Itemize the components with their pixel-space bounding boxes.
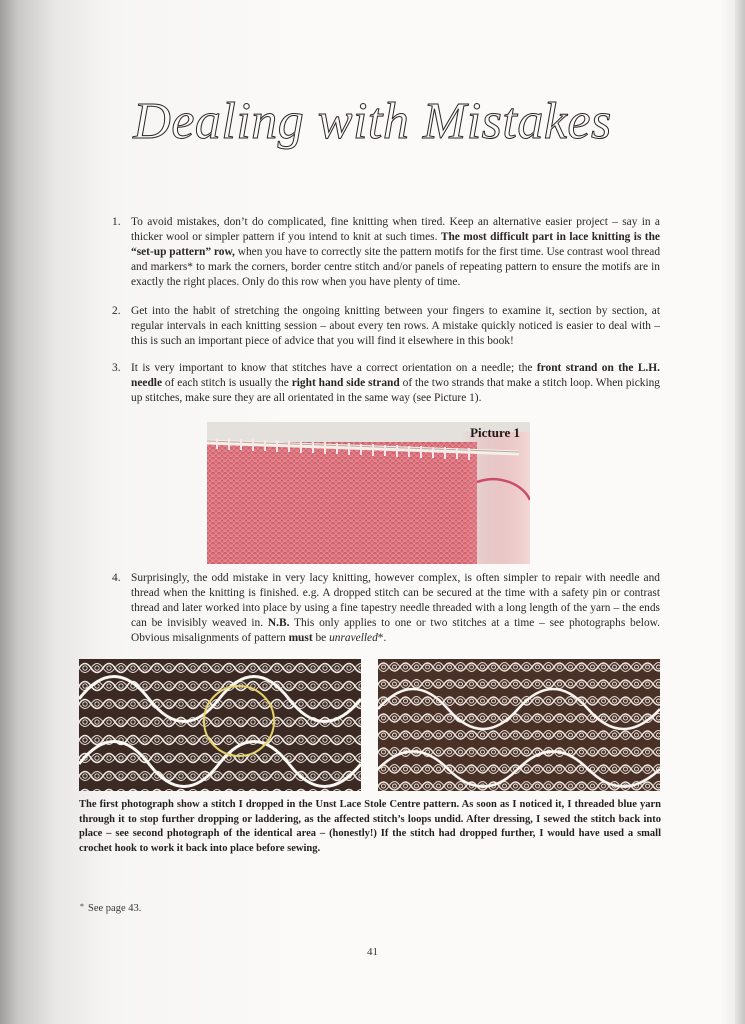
text-run: It is very important to know that stitches have a correct orientation on a needle; the bbox=[131, 362, 537, 374]
text-run: *. bbox=[377, 632, 387, 644]
lace-knitting-before-repair-image bbox=[79, 659, 361, 791]
text-run: when you have to correctly site the pattern motifs for the first time. Use contrast wool thread and markers* to mark the corners, border centre stitch and/or panels of repeating pattern to ensure the motifs are in exactly the right places. Only do this row when you have plenty of time. bbox=[131, 246, 661, 288]
page-edge bbox=[735, 0, 745, 1024]
text-run: must bbox=[288, 632, 313, 644]
text-run: right hand side strand bbox=[291, 377, 400, 389]
list-item-text bbox=[131, 571, 660, 646]
footnote bbox=[80, 902, 141, 914]
knitting-on-needle-image bbox=[207, 422, 530, 564]
text-run: Get into the habit of stretching the ongoing knitting between your fingers to examine it, section by section, at regular intervals in each knitting session – about every ten rows. A mistake quickly noticed is easier to deal with – this is such an important piece of advice that you will find it elsewhere in this book! bbox=[131, 305, 660, 347]
dropped-stitch-photo bbox=[79, 659, 361, 791]
repaired-stitch-photo bbox=[378, 659, 660, 791]
list-item-3 bbox=[112, 361, 660, 406]
list-item-number: 4. bbox=[112, 572, 121, 584]
list-item-4 bbox=[112, 571, 660, 646]
text-run: front strand on the L.H. needle bbox=[131, 362, 660, 389]
list-item-number: 1. bbox=[112, 216, 121, 228]
list-item-text bbox=[131, 361, 660, 406]
picture-1-label: Picture 1 bbox=[470, 425, 520, 440]
text-run: This only applies to one or two stitches at a time – see photographs below. Obvious misalignments of pattern bbox=[131, 617, 660, 644]
list-item-2 bbox=[112, 304, 660, 349]
text-run: Surprisingly, the odd mistake in very lacy knitting, however complex, is often simpler to repair with needle and thread when the knitting is finished. e.g. A dropped stitch can be secured at the time with a safety pin or contrast thread and later worked into place by using a fine tapestry needle threaded with a long length of the yarn – the ends can be invisibly weaved in. bbox=[131, 572, 660, 629]
text-run: The most difficult part in lace knitting is the “set-up pattern” row, bbox=[131, 231, 660, 258]
list-item-1 bbox=[112, 215, 660, 290]
list-item-number: 3. bbox=[112, 362, 121, 374]
list-item-text bbox=[131, 215, 660, 290]
list-item-text bbox=[131, 304, 660, 349]
text-run: of each stitch is usually the bbox=[162, 377, 292, 389]
footnote-text: See page 43. bbox=[88, 903, 142, 914]
text-run: unravelled bbox=[329, 632, 378, 644]
picture-1-photo bbox=[207, 422, 530, 564]
footnote-mark: * bbox=[80, 902, 84, 911]
text-run: N.B. bbox=[267, 617, 290, 629]
text-run: To avoid mistakes, don’t do complicated, fine knitting when tired. Keep an alternative easier project – say in a thicker wool or simpler pattern if you intend to knit at such times. bbox=[131, 216, 660, 243]
page-title: Dealing with Mistakes bbox=[133, 93, 612, 150]
text-run: of the two strands that make a stitch loop. When picking up stitches, make sure they are all orientated in the same way (see Picture 1). bbox=[131, 377, 660, 404]
photo-caption: The first photograph show a stitch I dropped in the Unst Lace Stole Centre pattern. As soon as I noticed it, I threaded blue yarn through it to stop further dropping or laddering, as the affected stitch’s loops undid. After dressing, I sewed the stitch back into place – see second photograph of the identical area – (honestly!) If the stitch had dropped further, I would have used a small crochet hook to work it back into place before sewing. bbox=[79, 799, 661, 854]
lace-knitting-after-repair-image bbox=[378, 659, 660, 791]
page-number: 41 bbox=[367, 946, 378, 958]
list-item-number: 2. bbox=[112, 305, 121, 317]
text-run: be bbox=[312, 632, 330, 644]
